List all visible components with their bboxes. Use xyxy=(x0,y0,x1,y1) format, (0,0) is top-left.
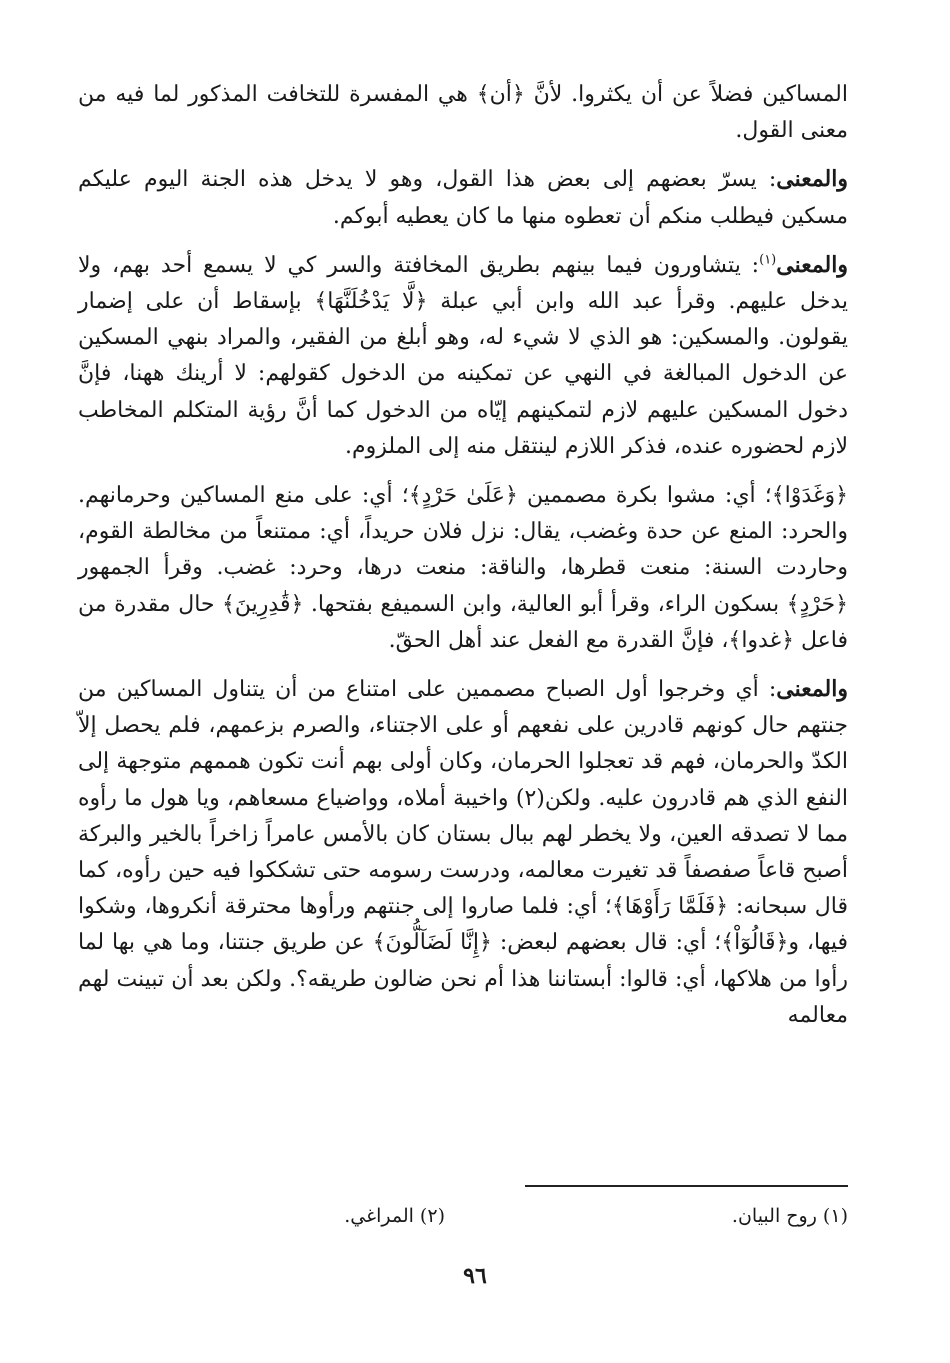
paragraph-text: ﴿وَغَدَوْا﴾؛ أي: مشوا بكرة مصممين ﴿عَلَىٰ حَرْدٍ﴾؛ أي: على منع المساكين وحرمانهم. والحرد: المنع عن حدة وغضب، يقال: نزل فلان حريداً، أي: ممتنعاً من مخالطة القوم، وحاردت السنة: منعت قطرها، والناقة: منعت درها، وحرد: غضب. وقرأ الجمهور ﴿حَرْدٍ﴾ بسكون الراء، وقرأ أبو العالية، وابن السميفع بفتحها. ﴿قَٰدِرِينَ﴾ حال مقدرة من فاعل ﴿غدوا﴾، فإنَّ القدرة مع الفعل عند أهل الحقّ. xyxy=(78,483,848,653)
paragraph-text: : يتشاورون فيما بينهم بطريق المخافتة والسر كي لا يسمع أحد بهم، ولا يدخل عليهم. وقرأ عبد الله وابن أبي عبلة ﴿لَّا يَدْخُلَنَّهَا﴾ بإسقاط أن على إضمار يقولون. والمسكين: هو الذي لا شيء له، وهو أبلغ من الفقير، والمراد بنهي المسكين عن الدخول المبالغة في النهي عن تمكينه من الدخول كقولهم: لا أرينك ههنا، فإنَّ دخول المسكين عليهم لازم لتمكينهم إيّاه من الدخول كما أنَّ رؤية المتكلم المخاطب لازم لحضوره عنده، فذكر اللازم لينتقل منه إلى الملزوم. xyxy=(78,252,848,459)
footnote-2: (٢) المراغي. xyxy=(344,1205,445,1227)
paragraph-text: المساكين فضلاً عن أن يكثروا. لأنَّ ﴿أن﴾ هي المفسرة للتخافت المذكور لما فيه من معنى القول. xyxy=(78,82,848,144)
paragraph-lead: والمعنى xyxy=(776,166,848,193)
paragraph-3 xyxy=(78,247,848,465)
paragraph-lead: والمعنى xyxy=(776,251,848,278)
main-text xyxy=(78,76,848,1046)
footnote-marker: (١) xyxy=(759,252,777,268)
paragraph-2 xyxy=(78,161,848,234)
paragraph-1 xyxy=(78,76,848,149)
footnote-1: (١) روح البيان. xyxy=(731,1205,848,1227)
paragraph-text: : أي وخرجوا أول الصباح مصممين على امتناع من أن يتناول المساكين من جنتهم حال كونهم قادرين على نفعهم أو على الاجتناء، والصرم بزعمهم، فلم يحصل إلاّ الكدّ والحرمان، فهم قد تعجلوا الحرمان، وكان أولى بهم أنت تكون هممهم متوجهة إلى النفع الذي هم قادرون عليه. ولكن(٢) واخيبة أملاه، وواضياع مسعاهم، ويا هول ما رأوه مما لا تصدقه العين، ولا يخطر لهم ببال بستان كان بالأمس عامراً زاخراً بالخير والبركة أصبح قاعاً صفصفاً قد تغيرت معالمه، ودرست رسومه حتى تشككوا فيه حين رأوه، كما قال سبحانه: ﴿فَلَمَّا رَأَوْهَا﴾؛ أي: فلما صاروا إلى جنتهم ورأوها محترقة أنكروها، وشكوا فيها، و﴿قَالُوٓاْ﴾؛ أي: قال بعضهم لبعض: ﴿إِنَّا لَضَآلُّونَ﴾ عن طريق جنتنا، وما هي بها لما رأوا من هلاكها، أي: قالوا: أبستاننا هذا أم نحن ضالون طريقه؟. ولكن بعد أن تبينت لهم معالمه xyxy=(78,677,848,1028)
footnote-divider xyxy=(525,1185,848,1187)
paragraph-4 xyxy=(78,477,848,659)
paragraph-lead: والمعنى xyxy=(776,676,848,703)
paragraph-text: : يسرّ بعضهم إلى بعض هذا القول، وهو لا يدخل هذه الجنة اليوم عليكم مسكين فيطلب منكم أن تعطوه منها ما كان يعطيه أبوكم. xyxy=(78,167,848,229)
paragraph-5 xyxy=(78,671,848,1034)
page-number: ٩٦ xyxy=(463,1263,487,1289)
